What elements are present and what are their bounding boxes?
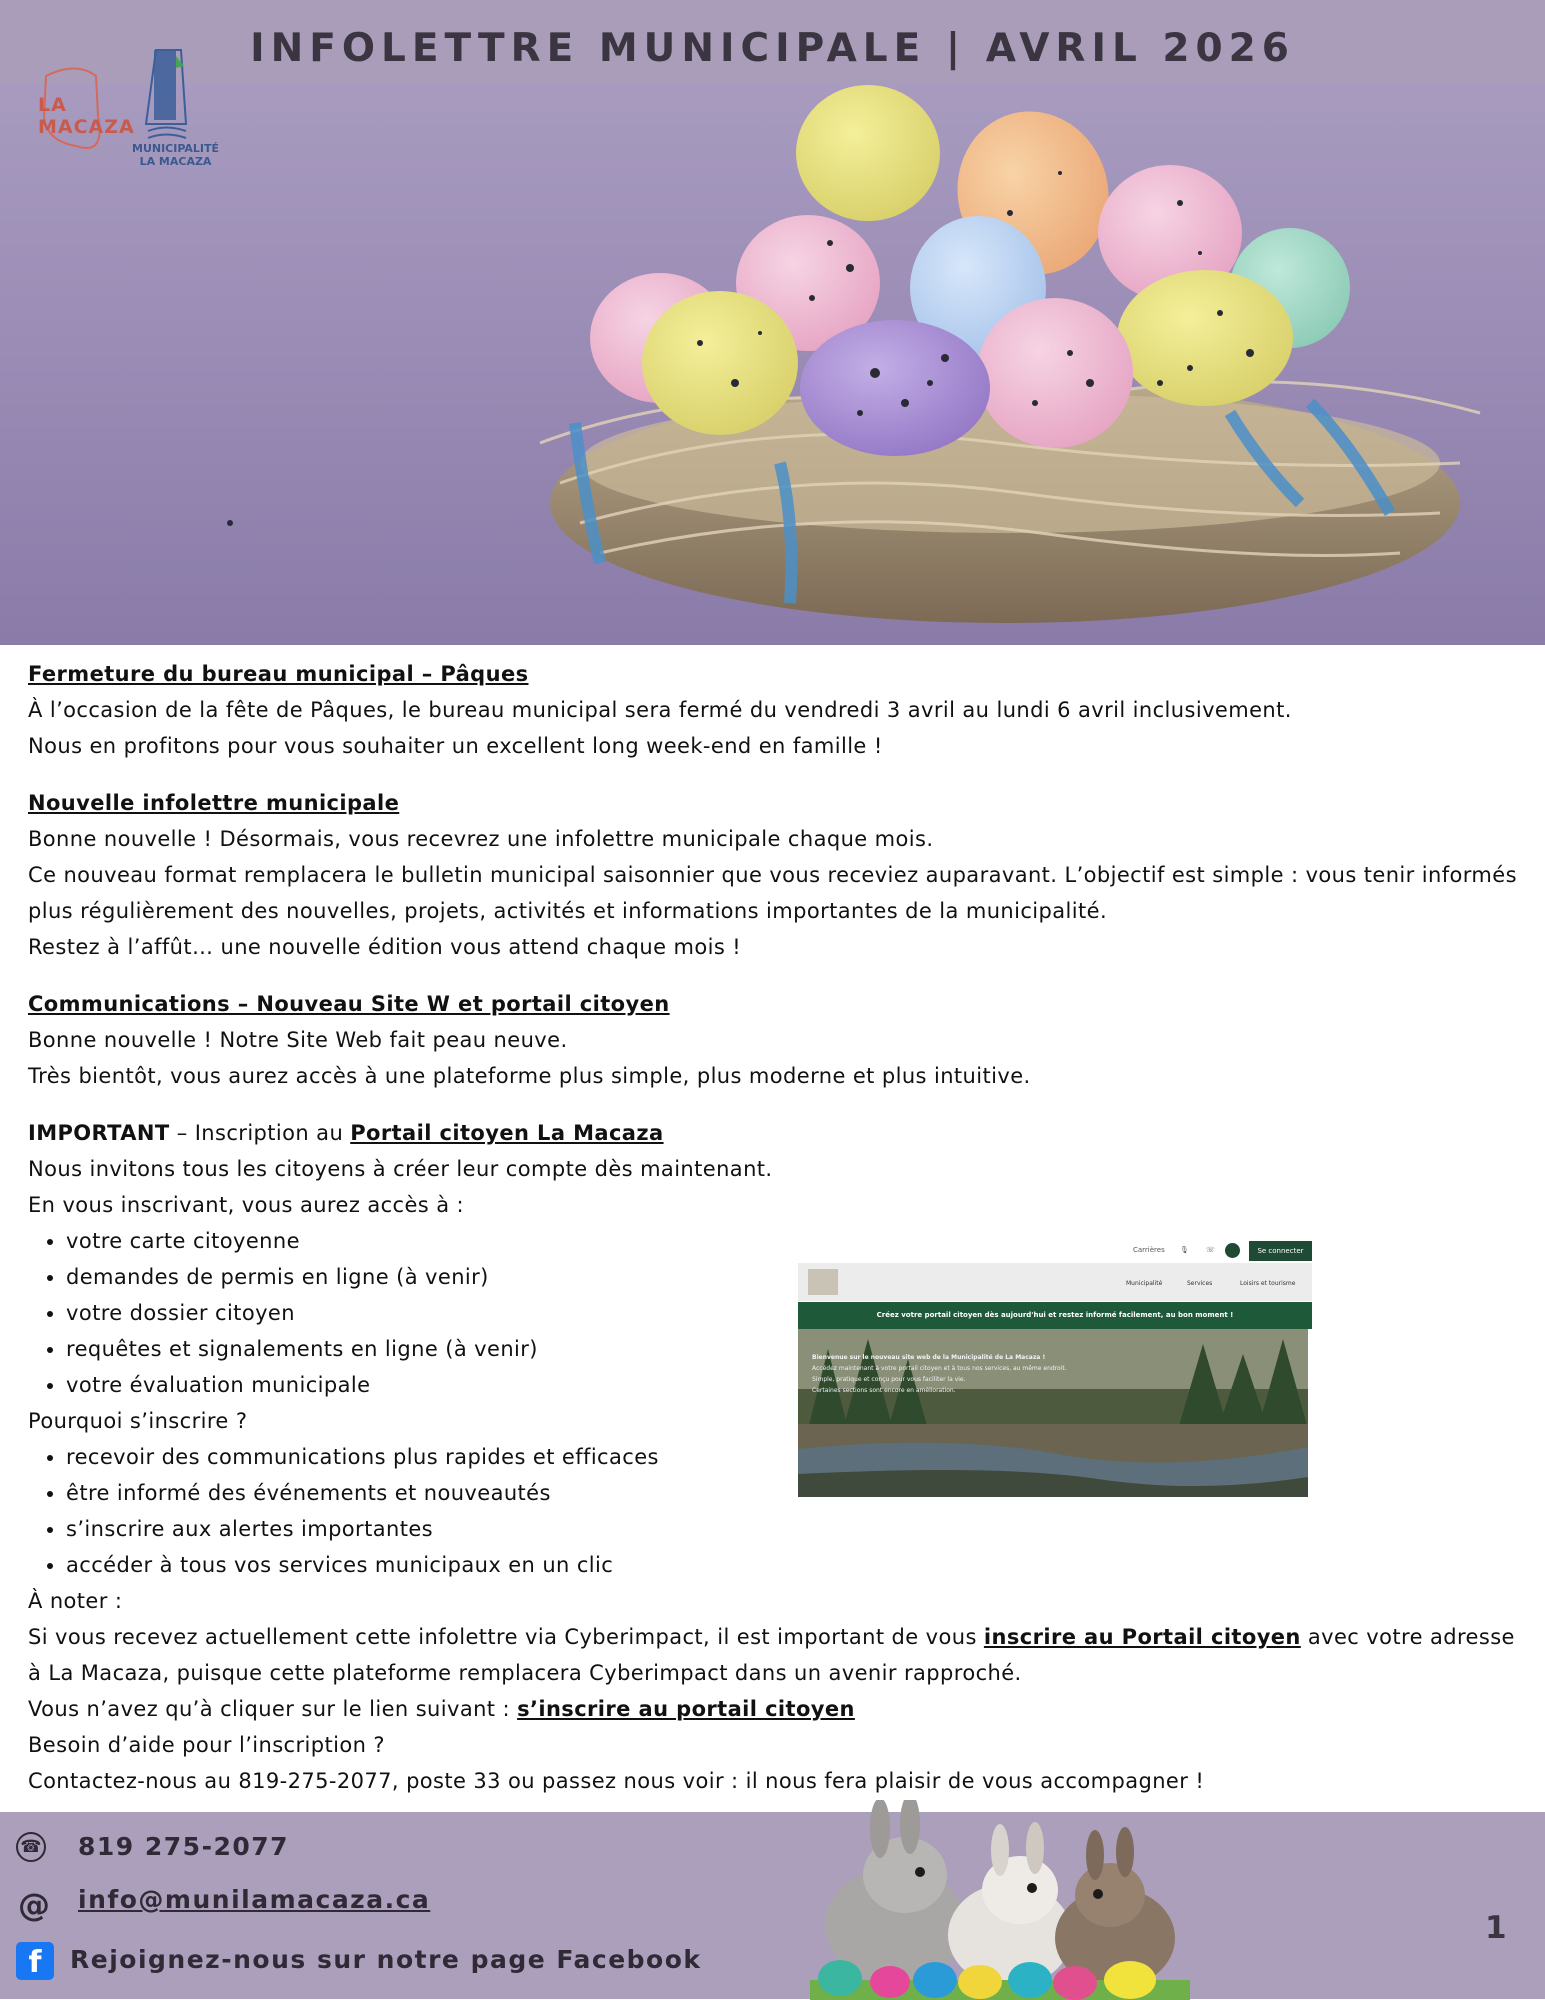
section-title-communications: Communications – Nouveau Site W et portail citoyen: [28, 992, 670, 1016]
phone-icon: ☏: [1206, 1246, 1215, 1254]
why-title: Pourquoi s’inscrire ?: [28, 1409, 248, 1433]
email-link[interactable]: info@munilamacaza.ca: [78, 1885, 431, 1914]
municipality-logo: [36, 46, 236, 176]
paragraph: Très bientôt, vous aurez accès à une plateforme plus simple, plus moderne et plus intuitive.: [28, 1064, 1031, 1088]
welcome-line: Accédez maintenant à votre portail citoyen et à tous nos services, au même endroit.: [812, 1365, 1067, 1372]
list-item: • accéder à tous vos services municipaux en un clic: [66, 1547, 1518, 1583]
egg-pink: [870, 1966, 910, 1998]
list-item: • votre évaluation municipale: [66, 1367, 1518, 1403]
bunnies-easter-eggs-image: [810, 1800, 1190, 2000]
help-title: Besoin d’aide pour l’inscription ?: [28, 1733, 385, 1757]
facebook-link[interactable]: Rejoignez-nous sur notre page Facebook: [70, 1945, 702, 1974]
list-item: • être informé des événements et nouveautés: [66, 1475, 1518, 1511]
logo-text-line2: MACAZA: [38, 116, 135, 138]
portal-citoyen-link[interactable]: Portail citoyen La Macaza: [350, 1121, 664, 1145]
search-icon: [1225, 1243, 1240, 1258]
phone-icon: ☎: [16, 1832, 46, 1862]
list-item: • votre carte citoyenne: [66, 1223, 1518, 1259]
login-button: Se connecter: [1249, 1241, 1312, 1261]
inscrire-portail-link[interactable]: inscrire au Portail citoyen: [983, 1625, 1301, 1649]
list-item: • demandes de permis en ligne (à venir): [66, 1259, 1518, 1295]
section-fermeture: [28, 656, 1518, 764]
egg-magenta: [1053, 1966, 1097, 2000]
contact-line: Contactez-nous au 819-275-2077, poste 33 ou passez nous voir : il nous fera plaisir de vous accompagner !: [28, 1769, 1205, 1793]
sinscrire-portail-link[interactable]: s’inscrire au portail citoyen: [517, 1697, 855, 1721]
nav-item: Services: [1187, 1280, 1213, 1287]
mic-icon: 🎙: [1180, 1246, 1189, 1254]
egg-yellow: [958, 1965, 1002, 1999]
bunny-left: [825, 1800, 965, 1983]
website-screenshot: [798, 1240, 1312, 1500]
newsletter-content: [28, 656, 1518, 1799]
section-title-fermeture: Fermeture du bureau municipal – Pâques: [28, 662, 529, 686]
paragraph: Restez à l’affût… une nouvelle édition vous attend chaque mois !: [28, 935, 742, 959]
newsletter-title: INFOLETTRE MUNICIPALE | AVRIL 2026: [250, 26, 1295, 71]
click-paragraph: [28, 1691, 1518, 1727]
section-title-infolettre: Nouvelle infolettre municipale: [28, 791, 400, 815]
welcome-line: Simple, pratique et conçu pour vous faciliter la vie.: [812, 1376, 966, 1383]
paragraph: Nous en profitons pour vous souhaiter un excellent long week-end en famille !: [28, 734, 883, 758]
footer: [0, 1812, 1545, 1999]
bunny-right: [1055, 1827, 1175, 1988]
egg-yellow: [1104, 1961, 1156, 1999]
note-text-before: Si vous recevez actuellement cette infolettre via Cyberimpact, il est important de vous: [28, 1625, 984, 1649]
site-welcome-text: [812, 1352, 1132, 1396]
important-intro: – Inscription au: [169, 1121, 351, 1145]
paragraph: Bonne nouvelle ! Désormais, vous recevrez une infolettre municipale chaque mois.: [28, 827, 934, 851]
list-item: • votre dossier citoyen: [66, 1295, 1518, 1331]
click-text: Vous n’avez qu’à cliquer sur le lien suivant :: [28, 1697, 518, 1721]
paragraph: Ce nouveau format remplacera le bulletin municipal saisonnier que vous receviez auparavant. L’objectif est simple : vous tenir informés plus régulièrement des nouvelles, projets, activités et informations importantes de la municipalité.: [28, 863, 1517, 923]
note-title: À noter :: [28, 1589, 123, 1613]
paragraph: Nous invitons tous les citoyens à créer leur compte dès maintenant.: [28, 1157, 773, 1181]
site-topbar: [798, 1240, 1312, 1262]
egg-teal: [818, 1960, 862, 1996]
at-sign-icon: @: [18, 1886, 50, 1924]
logo-sub-line2: LA MACAZA: [139, 155, 212, 168]
important-heading: [28, 1115, 1518, 1151]
note-paragraph: [28, 1619, 1518, 1691]
facebook-icon[interactable]: f: [16, 1942, 54, 1980]
site-nav: [798, 1263, 1312, 1301]
nav-item: Municipalité: [1126, 1280, 1163, 1287]
important-label: IMPORTANT: [28, 1121, 170, 1145]
careers-link: Carrières: [1133, 1246, 1165, 1254]
list-item: • s’inscrire aux alertes importantes: [66, 1511, 1518, 1547]
paragraph: À l’occasion de la fête de Pâques, le bureau municipal sera fermé du vendredi 3 avril au lundi 6 avril inclusivement.: [28, 698, 1292, 722]
welcome-line: Certaines sections sont encore en amélioration.: [812, 1387, 956, 1394]
site-logo: [808, 1269, 838, 1295]
list-item: • requêtes et signalements en ligne (à venir): [66, 1331, 1518, 1367]
note-text-after: avec votre adresse à La Macaza, puisque cette plateforme remplacera Cyberimpact dans un avenir rapproché.: [28, 1625, 1515, 1685]
page-number: 1: [1485, 1910, 1507, 1946]
bunny-middle: [948, 1822, 1072, 1987]
phone-number[interactable]: 819 275-2077: [78, 1832, 290, 1861]
section-communications: [28, 986, 1518, 1094]
egg-blue: [913, 1962, 957, 1998]
list-item: • recevoir des communications plus rapides et efficaces: [66, 1439, 1518, 1475]
paragraph: En vous inscrivant, vous aurez accès à :: [28, 1193, 465, 1217]
paragraph: Bonne nouvelle ! Notre Site Web fait peau neuve.: [28, 1028, 568, 1052]
section-infolettre: [28, 785, 1518, 965]
logo-text: [38, 94, 135, 138]
logo-text-line1: LA: [38, 94, 67, 116]
welcome-line: Bienvenue sur le nouveau site web de la Municipalité de La Macaza !: [812, 1354, 1046, 1361]
egg-cyan: [1008, 1962, 1052, 1998]
logo-subtitle: [132, 142, 219, 168]
logo-sub-line1: MUNICIPALITÉ: [132, 142, 220, 155]
portal-banner: Créez votre portail citoyen dès aujourd'hui et restez informé facilement, au bon moment !: [798, 1302, 1312, 1329]
header-hero: [0, 0, 1545, 645]
nav-item: Loisirs et tourisme: [1240, 1280, 1296, 1287]
